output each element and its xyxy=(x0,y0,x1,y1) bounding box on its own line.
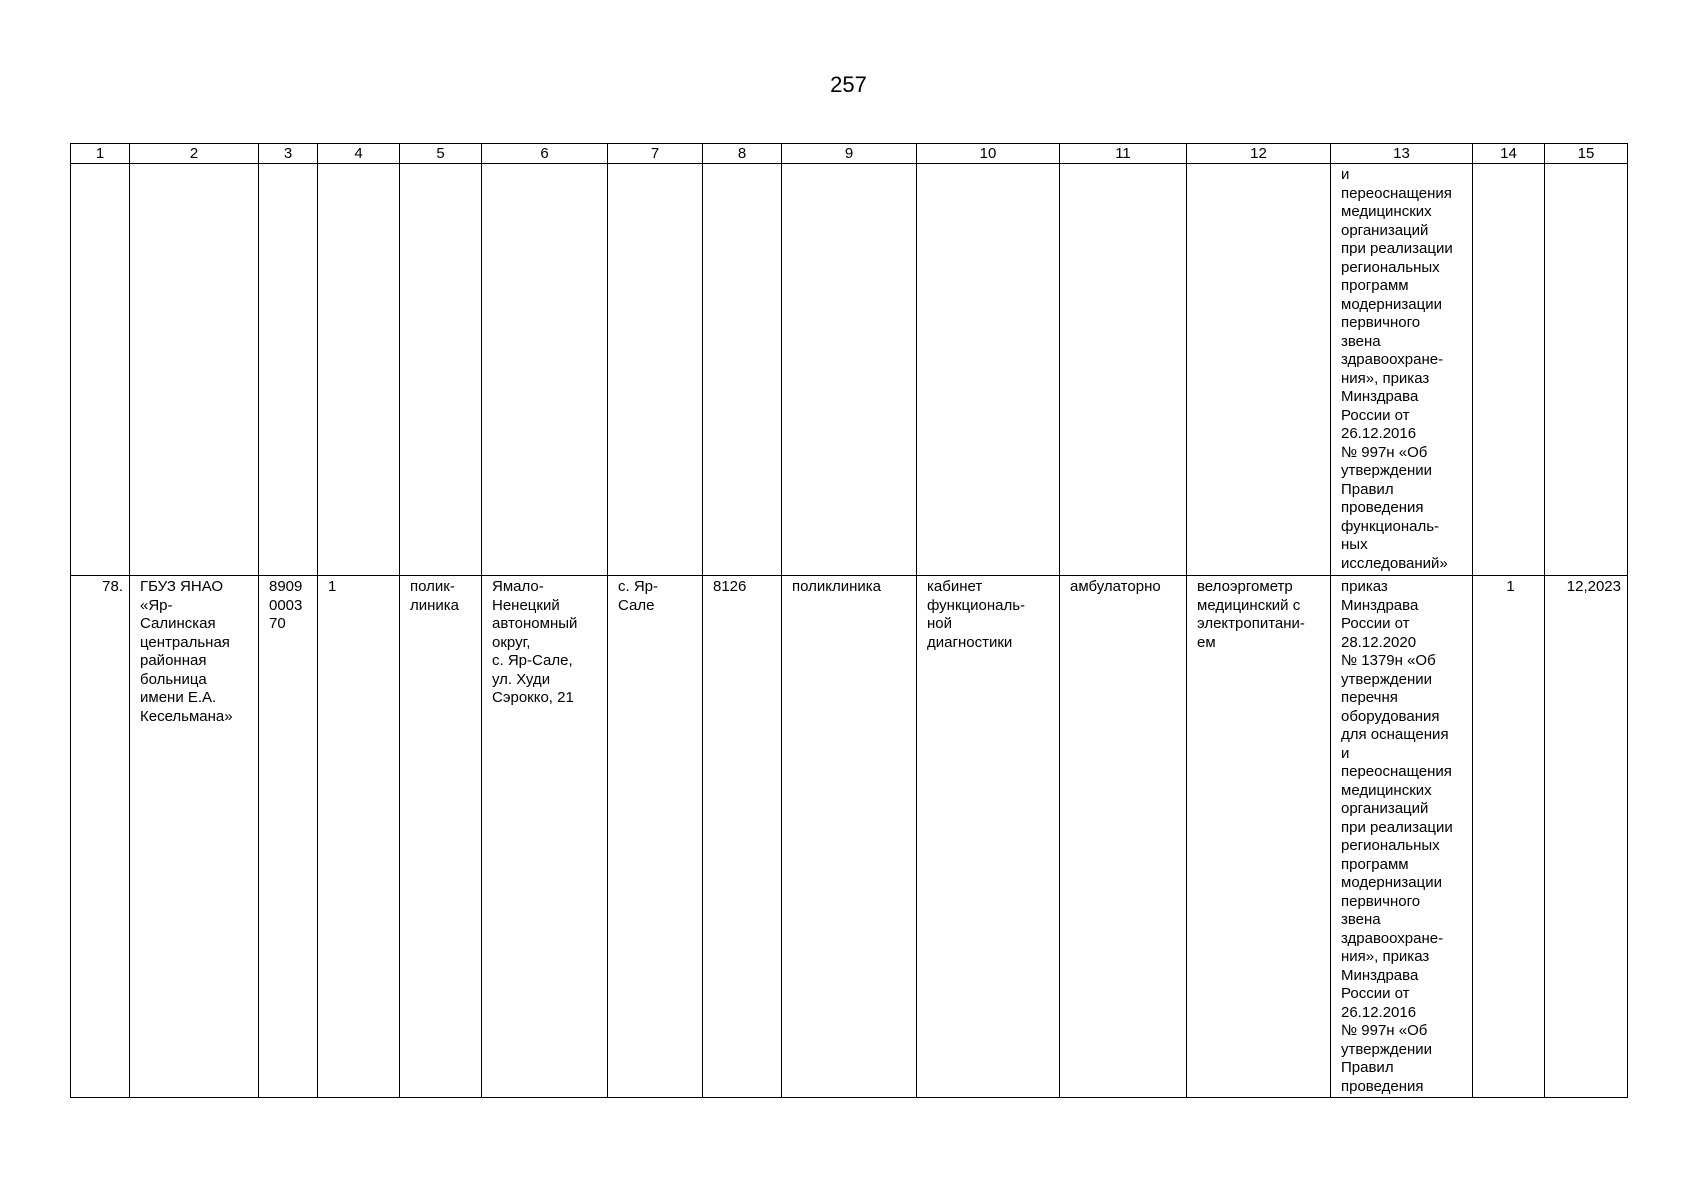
table-cell xyxy=(1060,164,1187,576)
table-cell xyxy=(130,164,259,576)
row-number: 78. xyxy=(102,578,123,595)
quantity-cell xyxy=(1473,576,1545,1098)
column-header-1: 1 xyxy=(71,144,130,164)
column-header-8: 8 xyxy=(703,144,782,164)
care-conditions-cell xyxy=(1060,576,1187,1098)
legal-basis-cell xyxy=(1331,576,1473,1098)
column-number-row xyxy=(71,144,1628,164)
row-number-cell xyxy=(71,576,130,1098)
organization-name: ГБУЗ ЯНАО «Яр- Салинская центральная районная больница имени Е.А. Кесельмана» xyxy=(140,578,233,725)
table-cell xyxy=(1473,164,1545,576)
table-cell xyxy=(703,164,782,576)
settlement-cell xyxy=(608,576,703,1098)
settlement-name: с. Яр- Сале xyxy=(618,578,659,614)
table-cell xyxy=(259,164,318,576)
address-text: Ямало- Ненецкий автономный округ, с. Яр-Сале, ул. Худи Сэрокко, 21 xyxy=(492,578,578,706)
address-cell xyxy=(482,576,608,1098)
subdivision-type: полик- линика xyxy=(410,578,460,614)
care-conditions: амбулаторно xyxy=(1070,578,1161,595)
inn-value: 8909 0003 70 xyxy=(269,578,303,632)
table-row-continuation xyxy=(71,164,1628,576)
column-header-5: 5 xyxy=(400,144,482,164)
column-header-11: 11 xyxy=(1060,144,1187,164)
column-header-14: 14 xyxy=(1473,144,1545,164)
legal-basis-text: и переоснащения медицинских организаций при реализации региональных программ модернизации первичного звена здравоохране- ния», приказ Минздрава России от 26.12.2016 № 997н «Об утверждении Правил проведения функциональ- ных исследований» xyxy=(1341,166,1453,572)
date-value: 12,2023 xyxy=(1566,578,1621,595)
table-cell xyxy=(1545,164,1628,576)
column-header-15: 15 xyxy=(1545,144,1628,164)
cabinet-name: кабинет функциональ- ной диагностики xyxy=(927,578,1026,651)
table-cell xyxy=(608,164,703,576)
table-cell xyxy=(782,164,917,576)
table-cell xyxy=(400,164,482,576)
code-cell xyxy=(703,576,782,1098)
column-header-10: 10 xyxy=(917,144,1060,164)
table-cell xyxy=(482,164,608,576)
column-header-9: 9 xyxy=(782,144,917,164)
column-header-6: 6 xyxy=(482,144,608,164)
legal-basis-text: приказ Минздрава России от 28.12.2020 № 1379н «Об утверждении перечня оборудования для оснащения и переоснащения медицинских организаций при реализации региональных программ модернизации первичного звена здравоохране- ния», приказ Минздрава России от 26.12.2016 № 997н «Об утверждении Правил проведения xyxy=(1341,578,1453,1095)
inn-cell xyxy=(259,576,318,1098)
column-header-13: 13 xyxy=(1331,144,1473,164)
code-value: 8126 xyxy=(713,578,747,595)
date-cell xyxy=(1545,576,1628,1098)
table-cell xyxy=(71,164,130,576)
equipment-table xyxy=(70,143,1628,1098)
organization-cell xyxy=(130,576,259,1098)
column-header-4: 4 xyxy=(318,144,400,164)
subdivision-cell xyxy=(782,576,917,1098)
table-cell xyxy=(917,164,1060,576)
equipment-name: велоэргометр медицинский с электропитани- ем xyxy=(1197,578,1305,651)
cabinet-cell xyxy=(917,576,1060,1098)
column-header-2: 2 xyxy=(130,144,259,164)
col4-cell xyxy=(318,576,400,1098)
column-header-7: 7 xyxy=(608,144,703,164)
legal-basis-cell xyxy=(1331,164,1473,576)
table-cell xyxy=(1187,164,1331,576)
table-cell xyxy=(318,164,400,576)
table-row-78 xyxy=(71,576,1628,1098)
column-header-12: 12 xyxy=(1187,144,1331,164)
quantity-value: 1 xyxy=(1506,578,1515,595)
subdivision-type-cell xyxy=(400,576,482,1098)
equipment-cell xyxy=(1187,576,1331,1098)
column-header-3: 3 xyxy=(259,144,318,164)
page-number: 257 xyxy=(830,72,867,97)
subdivision-name: поликлиника xyxy=(792,578,882,595)
col4-value: 1 xyxy=(328,578,337,595)
